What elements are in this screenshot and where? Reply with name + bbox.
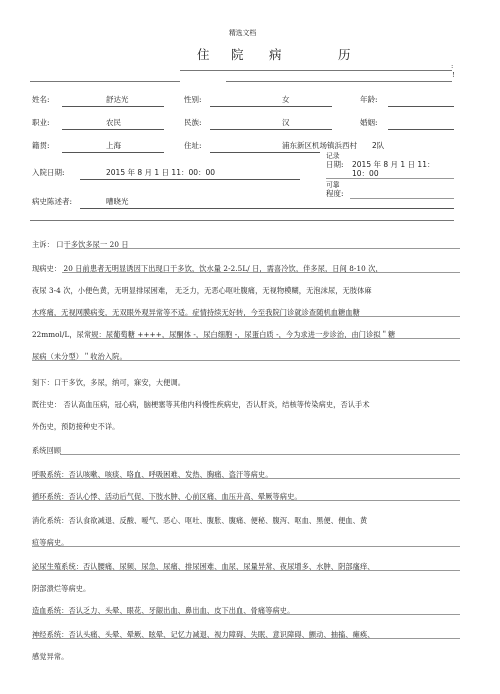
text-strike-line xyxy=(90,338,460,339)
marital-label: 婚姻: xyxy=(360,118,378,127)
job-label: 职业: xyxy=(32,118,50,127)
text-strike-line xyxy=(60,454,460,455)
past-history-line-1: 既往史： 否认高血压病，冠心病，脑梗塞等其他内科慢性疾病史，否认肝炎，结核等传染病史，否认手术 xyxy=(32,400,370,409)
admit-underline xyxy=(80,179,300,180)
record-date-value: 2015 年 8 月 1 日 11： xyxy=(352,160,435,169)
sex-label: 性别: xyxy=(184,95,202,104)
job-value: 农民 xyxy=(106,118,121,127)
record-date-value-2: 10：00 xyxy=(352,169,379,178)
reliable-label: 可靠 xyxy=(326,181,340,189)
present-illness-line-3: 木疼痛，无视网膜病变，无双眼外观异常等不适。症情持续无好转，今至我院门诊就诊查随机血糖血糖 xyxy=(32,308,360,317)
address-label: 住址: xyxy=(184,141,202,150)
chief-complaint: 主诉： 口干多饮多尿一 20 日 xyxy=(32,240,129,249)
hematopoietic-system: 造血系统：否认乏力、头晕、眼花、牙龈出血、鼻出血、皮下出血、骨痛等病史。 xyxy=(32,606,295,615)
text-strike-line xyxy=(32,316,460,317)
age-underline xyxy=(388,106,454,107)
text-strike-line xyxy=(32,360,460,361)
nervous-system-line-1: 神经系统：否认头痛、头晕、晕厥、眩晕、记忆力减退、视力障碍、失眠、意识障碍、颤动、抽搐、瘫痪、 xyxy=(32,630,375,639)
urogenital-system-line-1: 泌尿生殖系统：否认腰痛、尿频、尿急、尿痛、排尿困难、血尿、尿量异常、夜尿增多、水肿、阴部瘙痒、 xyxy=(32,562,375,571)
digestive-system-line-1: 消化系统：否认食欲减退、反酸、嗳气、恶心、呕吐、腹胀、腹痛、便秘、腹泻、呕血、黑便、便血、黄 xyxy=(32,516,368,525)
past-history-line-2: 外伤史，预防接种史不详。 xyxy=(32,422,120,431)
native-underline xyxy=(62,152,164,153)
urogenital-system-line-2: 阴部溃烂等病史。 xyxy=(32,584,91,593)
degree-label: 程度: xyxy=(326,189,344,198)
title-char-3: 病 xyxy=(269,47,282,62)
section-divider xyxy=(30,220,454,221)
chief-complaint-line xyxy=(65,248,460,249)
narrator-label: 病史陈述者: xyxy=(32,197,73,206)
nation-label: 民族: xyxy=(184,118,202,127)
doc-label: 精选文档 xyxy=(229,29,257,37)
nation-value: 汉 xyxy=(282,118,290,127)
address-underline xyxy=(210,152,320,153)
admit-value: 2015 年 8 月 1 日 11：00：00 xyxy=(106,168,216,177)
nation-underline xyxy=(210,129,332,130)
text-strike-line xyxy=(32,478,460,479)
respiratory-system: 呼吸系统：否认咳嗽、咳痰、咯血、呼吸困难、发热、胸痛、盗汗等病史。 xyxy=(32,470,273,479)
text-strike-line xyxy=(32,500,460,501)
digestive-system-line-2: 疸等病史。 xyxy=(32,538,69,547)
nervous-system-line-2: 感觉异常。 xyxy=(32,652,69,661)
address-value: 浦东新区机场镇浜西村 xyxy=(282,141,357,150)
separator-line xyxy=(180,70,452,71)
name-value: 舒达光 xyxy=(106,95,129,104)
title-char-2: 院 xyxy=(231,47,244,62)
native-value: 上海 xyxy=(106,141,121,150)
text-strike-line xyxy=(32,614,460,615)
narrator-underline xyxy=(80,208,454,209)
address-team: 2队 xyxy=(372,141,385,150)
record-date-label: 日期: xyxy=(326,160,344,169)
narrator-value: 嘈晓光 xyxy=(106,197,129,206)
admit-label: 入院日期: xyxy=(32,168,65,177)
corner-mark-1: : xyxy=(451,62,454,70)
title-char-4: 历 xyxy=(338,47,351,62)
circulatory-system: 循环系统：否认心悸、活动后气促、下肢水肿、心前区痛、血压升高、晕厥等病史。 xyxy=(32,492,302,501)
corner-mark-2: ! xyxy=(452,71,455,79)
present-illness-line-1: 现病史： 20 日前患者无明显诱因下出现口干多饮，饮水量 2-2.5L/ 日，需喜冷饮，伴多尿，日间 8-10 次， xyxy=(32,264,383,273)
text-strike-line xyxy=(62,272,460,273)
sex-underline xyxy=(210,106,332,107)
separator-line xyxy=(30,81,180,82)
marital-underline xyxy=(388,129,454,130)
name-underline xyxy=(62,106,164,107)
degree-underline xyxy=(350,198,454,199)
system-review-heading: 系统回顾 xyxy=(32,446,62,455)
record-label: 记录 xyxy=(326,152,340,160)
sex-value: 女 xyxy=(282,95,290,104)
native-label: 籍贯: xyxy=(32,141,50,150)
present-illness-line-2: 夜尿 3-4 次，小便色黄，无明显排尿困难， 无乏力，无恶心呕吐腹痛，无视物模糊，无泡沫尿，无肢体麻 xyxy=(32,286,372,295)
age-label: 年龄: xyxy=(360,95,378,104)
separator-line xyxy=(226,81,452,82)
job-underline xyxy=(62,129,164,130)
current-status: 刻下：口干多饮，多尿，纳可，寐安，大便调。 xyxy=(32,378,186,387)
name-label: 姓名: xyxy=(32,95,50,104)
title-char-1: 住 xyxy=(197,47,211,62)
text-strike-line xyxy=(32,546,460,547)
record-underline xyxy=(326,178,454,179)
present-illness-line-5: 尿病（未分型）＂收治入院。 xyxy=(32,352,127,361)
text-strike-line xyxy=(32,570,460,571)
present-illness-line-4: 22mmol/L，尿常规：尿葡萄糖 ++++，尿酮体 -，尿白细胞 -，尿蛋白质 -，今为求进一步诊治，由门诊拟＂糖 xyxy=(32,330,396,339)
text-strike-line xyxy=(32,638,460,639)
